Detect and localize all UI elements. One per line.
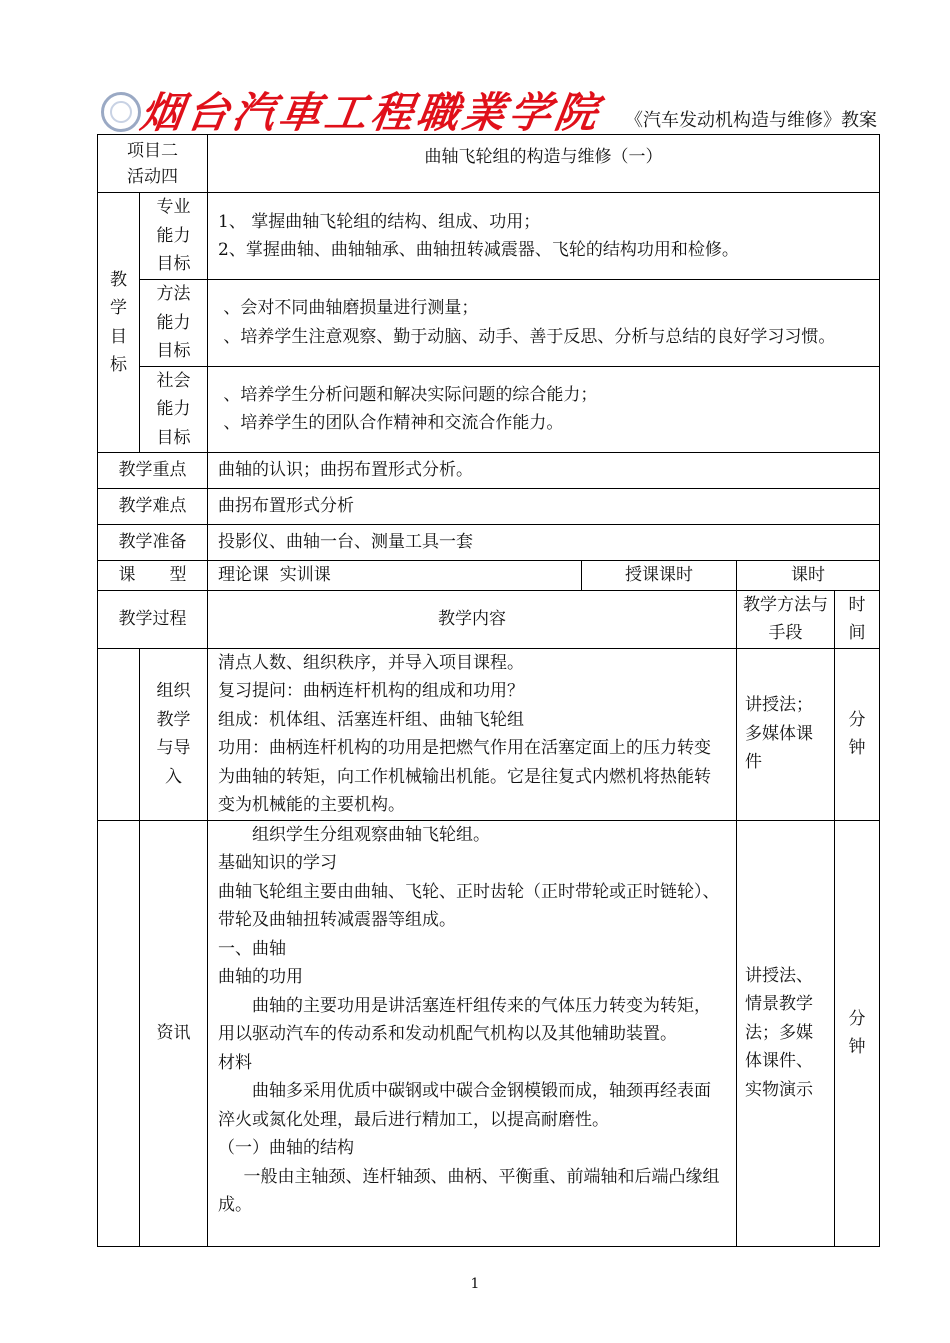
project-number: 项目二 — [127, 140, 178, 161]
lesson-plan-table — [97, 134, 880, 1247]
content-line: 一般由主轴颈、连杆轴颈、曲柄、平衡重、前端轴和后端凸缘组成。 — [218, 1166, 720, 1215]
preparation-value: 投影仪、曲轴一台、测量工具一套 — [208, 525, 880, 561]
method-items — [208, 280, 880, 367]
stage1-time-cell — [835, 648, 880, 820]
stage2-method: 讲授法、情景教学法；多媒体课件、实物演示 — [737, 820, 835, 1246]
objective-item: 、培养学生的团队合作精神和交流合作能力。 — [218, 413, 564, 434]
stage2-time-cell — [835, 820, 880, 1246]
stage1-label-cell — [140, 648, 208, 820]
content-line: 复习提问：曲柄连杆机构的组成和功用？ — [218, 681, 524, 701]
stage2-blank — [98, 820, 140, 1246]
page-number: 1 — [470, 1276, 480, 1292]
content-line: 基础知识的学习 — [218, 853, 337, 873]
content-line: 曲轴飞轮组主要由曲轴、飞轮、正时齿轮（正时带轮或正时链轮）、带轮及曲轴扭转减震器等组成。 — [218, 881, 720, 930]
professional-items — [208, 193, 880, 280]
hours-label: 授课课时 — [582, 561, 737, 591]
objectives-label: 教学目标 — [110, 269, 127, 375]
lesson-title: 曲轴飞轮组的构造与维修（一） — [208, 135, 880, 193]
course-type-label: 课 型 — [98, 561, 208, 591]
method-label: 方法能力目标 — [156, 284, 191, 361]
project-cell — [98, 135, 208, 193]
content-line: 曲轴的功用 — [218, 967, 303, 987]
activity-number: 活动四 — [127, 166, 178, 187]
hours-value: 课时 — [737, 561, 880, 591]
stage1-time: 分钟 — [848, 709, 866, 758]
professional-label: 专业能力目标 — [156, 197, 191, 275]
difficulty-value: 曲拐布置形式分析 — [208, 489, 880, 525]
time-header-cell — [835, 590, 880, 648]
stage1-blank — [98, 648, 140, 820]
content-line: 组织学生分组观察曲轴飞轮组。 — [252, 824, 490, 845]
preparation-label: 教学准备 — [98, 525, 208, 561]
key-point-value: 曲轴的认识；曲拐布置形式分析。 — [208, 453, 880, 489]
content-line: 曲轴多采用优质中碳钢或中碳合金钢模锻而成，轴颈再经表面淬火或氮化处理，最后进行精加工，以提高耐磨性。 — [218, 1081, 711, 1130]
key-point-label: 教学重点 — [98, 453, 208, 489]
content-line: 一、曲轴 — [218, 938, 286, 959]
time-header: 时间 — [848, 594, 866, 643]
content-line: 材料 — [218, 1052, 252, 1073]
content-header: 教学内容 — [208, 590, 737, 648]
method-header: 教学方法与手段 — [743, 594, 828, 643]
content-line: 曲轴的主要功用是讲活塞连杆组传来的气体压力转变为转矩，用以驱动汽车的传动系和发动机配气机构以及其他辅助装置。 — [218, 995, 711, 1044]
stage1-label: 组织教学与导入 — [156, 681, 191, 787]
stage2-time: 分钟 — [848, 1008, 866, 1057]
objective-item: 、培养学生分析问题和解决实际问题的综合能力； — [218, 384, 598, 405]
stage1-method: 讲授法；多媒体课件 — [737, 648, 835, 820]
difficulty-label: 教学难点 — [98, 489, 208, 525]
objective-item: 、会对不同曲轴磨损量进行测量； — [218, 298, 479, 319]
process-header: 教学过程 — [98, 590, 208, 648]
social-items — [208, 366, 880, 453]
objectives-group-label — [98, 193, 140, 453]
objective-item: 1、 掌握曲轴飞轮组的结构、组成、功用； — [218, 211, 541, 232]
objective-item: 2、掌握曲轴、曲轴轴承、曲轴扭转减震器、飞轮的结构功用和检修。 — [218, 240, 739, 260]
page-header — [95, 88, 885, 138]
professional-label-cell — [140, 193, 208, 280]
method-header-cell — [737, 590, 835, 648]
stage2-label: 资讯 — [140, 820, 208, 1246]
content-line: （一）曲轴的结构 — [218, 1138, 354, 1158]
objective-item: 、培养学生注意观察、勤于动脑、动手、善于反思、分析与总结的良好学习习惯。 — [218, 326, 836, 347]
content-line: 组成：机体组、活塞连杆组、曲轴飞轮组 — [218, 709, 524, 730]
method-label-cell — [140, 280, 208, 367]
content-line: 清点人数、组织秩序，并导入项目课程。 — [218, 652, 524, 673]
social-label: 社会能力目标 — [156, 370, 191, 448]
course-label: 《汽车发动机构造与维修》教案 — [625, 110, 877, 131]
stage1-content — [208, 648, 737, 820]
college-name-logo: 烟台汽車工程職業学院 — [137, 88, 605, 137]
content-line: 功用：曲柄连杆机构的功用是把燃气作用在活塞定面上的压力转变为曲轴的转矩，向工作机械输出机能。它是往复式内燃机将热能转变为机械能的主要机构。 — [218, 738, 711, 815]
course-type-value: 理论课 实训课 — [208, 561, 582, 591]
stage2-content — [208, 820, 737, 1246]
social-label-cell — [140, 366, 208, 453]
college-logo-icon — [101, 92, 141, 132]
